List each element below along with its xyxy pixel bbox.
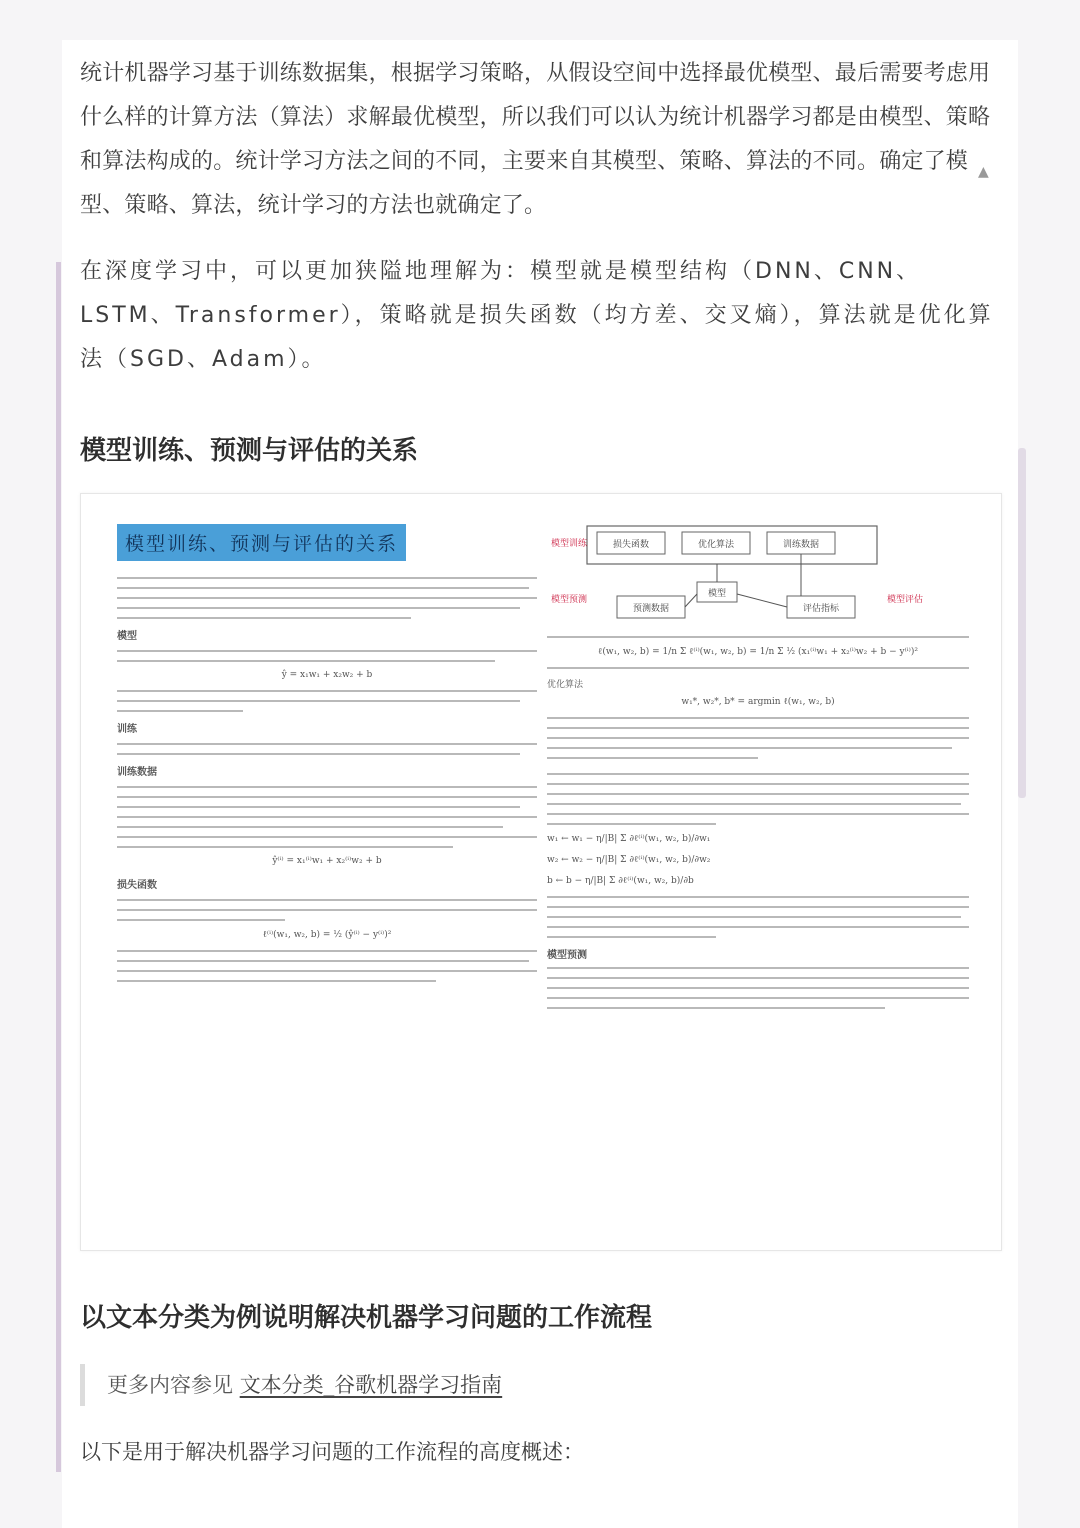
figure-formula-6: w₁ ← w₁ − η/|B| Σ ∂ℓ⁽ⁱ⁾(w₁, w₂, b)/∂w₁ [547,834,711,844]
reference-quote [80,1364,1002,1406]
figure-right-column [547,524,969,1017]
figure-formula-5: w₁*, w₂*, b* = argmin ℓ(w₁, w₂, b) [681,697,835,707]
section-heading-relation: 模型训练、预测与评估的关系 [80,436,419,466]
figure-label-optimizer: 优化算法 [547,680,584,690]
article-content [80,52,1002,1474]
diagram-node-predict-data: 预测数据 [632,604,670,614]
figure-label-model: 模型 [117,631,137,642]
reference-link[interactable]: 文本分类_谷歌机器学习指南 [239,1373,503,1397]
diagram-label-predict: 模型预测 [551,595,588,605]
left-accent-rule [56,262,61,1472]
deep-learning-paragraph: 在深度学习中，可以更加狭隘地理解为：模型就是模型结构（DNN、CNN、LSTM、Transformer），策略就是损失函数（均方差、交叉熵），算法就是优化算法（SGD、Adam）。 [80,259,994,372]
workflow-diagram [547,524,967,624]
figure-formula-1: ŷ = x₁w₁ + x₂w₂ + b [281,670,373,680]
figure-label-training-data: 训练数据 [117,767,157,778]
figure-formula-4: ℓ(w₁, w₂, b) = 1/n Σ ℓ⁽ⁱ⁾(w₁, w₂, b) = 1/n Σ ½ (x₁⁽ⁱ⁾w₁ + x₂⁽ⁱ⁾w₂ + b − y⁽ⁱ⁾)² [598,647,918,657]
figure-title: 模型训练、预测与评估的关系 [117,524,406,561]
intro-paragraph: 统计机器学习基于训练数据集，根据学习策略，从假设空间中选择最优模型、最后需要考虑用什么样的计算方法（算法）求解最优模型，所以我们可以认为统计机器学习都是由模型、策略和算法构成的。统计学习方法之间的不同，主要来自其模型、策略、算法的不同。确定了模型、策略、算法，统计学习的方法也就确定了。 [80,61,991,218]
figure-formula-2: ŷ⁽ⁱ⁾ = x₁⁽ⁱ⁾w₁ + x₂⁽ⁱ⁾w₂ + b [272,856,382,866]
diagram-node-loss: 损失函数 [612,540,650,550]
diagram-node-train-data: 训练数据 [782,540,820,550]
relation-figure-image [80,493,1002,1251]
figure-formula-3: ℓ⁽ⁱ⁾(w₁, w₂, b) = ½ (ŷ⁽ⁱ⁾ − y⁽ⁱ⁾)² [262,930,392,940]
section-heading-workflow: 以文本分类为例说明解决机器学习问题的工作流程 [80,1303,653,1333]
diagram-node-model: 模型 [707,589,727,599]
diagram-label-eval: 模型评估 [887,595,924,605]
diagram-node-optimizer: 优化算法 [697,540,735,550]
figure-label-loss: 损失函数 [117,880,157,891]
figure-formula-7: w₂ ← w₂ − η/|B| Σ ∂ℓ⁽ⁱ⁾(w₁, w₂, b)/∂w₂ [547,855,711,865]
workflow-intro-paragraph: 以下是用于解决机器学习问题的工作流程的高度概述： [80,1440,584,1464]
back-to-top-icon[interactable]: ▲ [978,164,989,180]
figure-label-training: 训练 [117,724,137,735]
figure-left-column [117,524,537,990]
scrollbar-thumb[interactable] [1018,448,1026,798]
figure-formula-8: b ← b − η/|B| Σ ∂ℓ⁽ⁱ⁾(w₁, w₂, b)/∂b [547,876,694,886]
figure-label-predict: 模型预测 [547,950,587,961]
diagram-label-train: 模型训练 [551,539,588,549]
diagram-node-metric: 评估指标 [802,604,840,614]
quote-prefix: 更多内容参见 [107,1373,240,1397]
